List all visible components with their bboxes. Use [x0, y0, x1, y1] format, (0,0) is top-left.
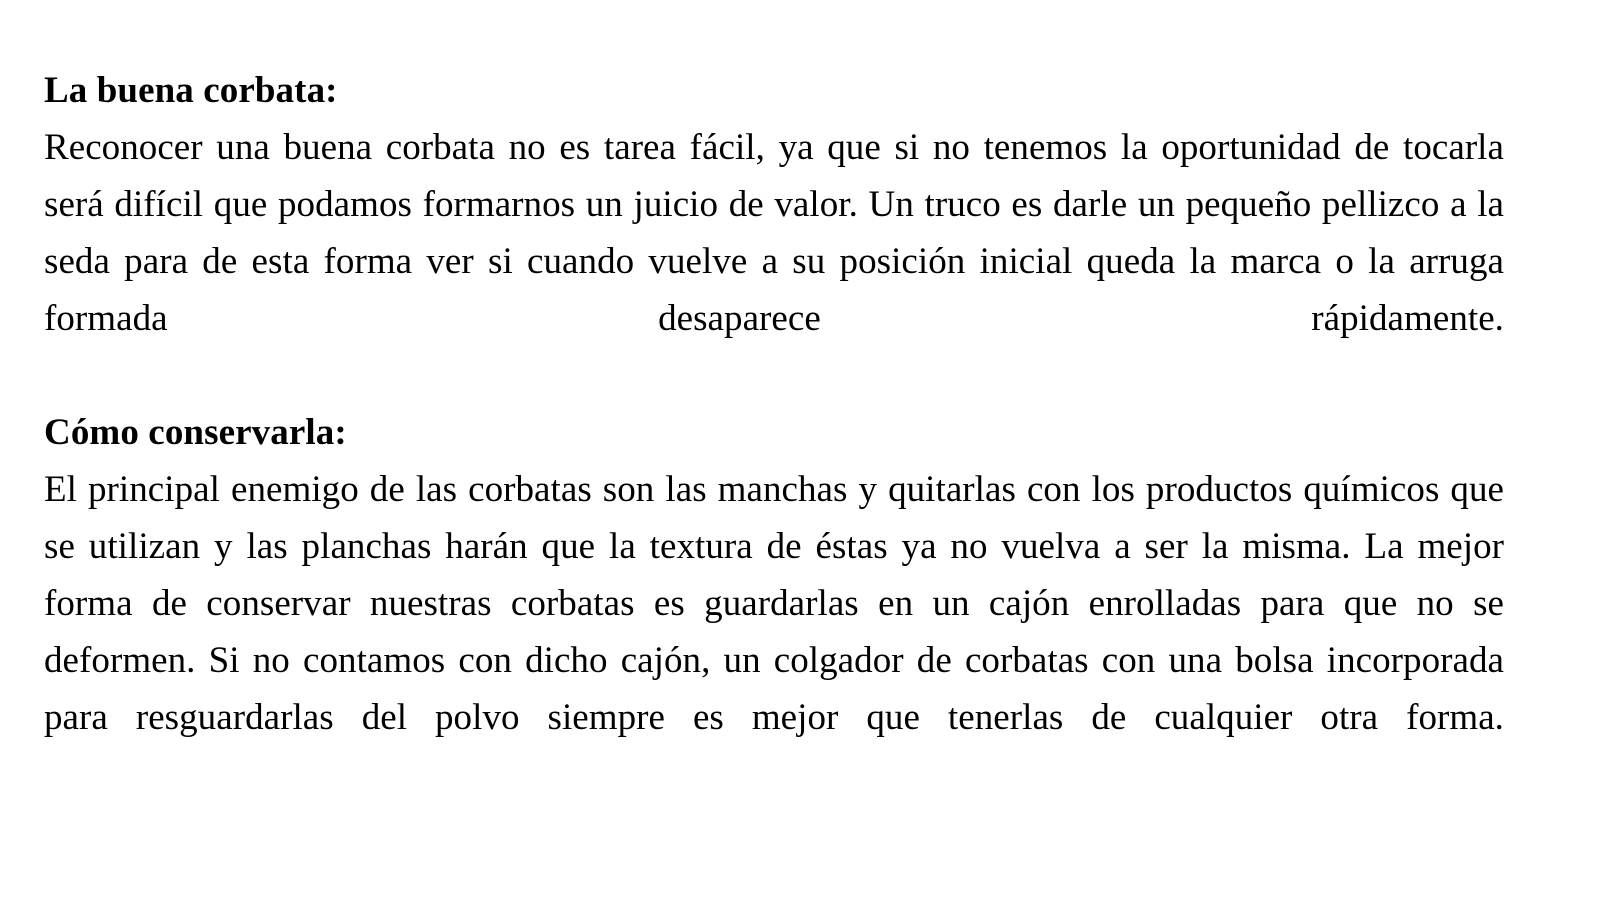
section-body-como-conservarla: El principal enemigo de las corbatas son las manchas y quitarlas con los productos químicos que se utilizan y las planchas harán que la textura de éstas ya no vuelva a ser la misma. La mejor forma de conservar nuestras corbatas es guardarlas en un cajón enrolladas para que no se deformen. Si no contamos con dicho cajón, un colgador de corbatas con una bolsa incorporada para resguardarlas del polvo siempre es mejor que tenerlas de cualquier otra forma. [44, 469, 1504, 738]
section-como-conservarla [44, 404, 1504, 803]
section-body-buena-corbata: Reconocer una buena corbata no es tarea fácil, ya que si no tenemos la oportunidad de tocarla será difícil que podamos formarnos un juicio de valor. Un truco es darle un pequeño pellizco a la seda para de esta forma ver si cuando vuelve a su posición inicial queda la marca o la arruga formada desaparece rápidamente. [44, 127, 1504, 339]
section-buena-corbata [44, 62, 1504, 404]
section-heading-como-conservarla: Cómo conservarla: [44, 412, 347, 453]
section-heading-buena-corbata: La buena corbata: [44, 70, 338, 111]
